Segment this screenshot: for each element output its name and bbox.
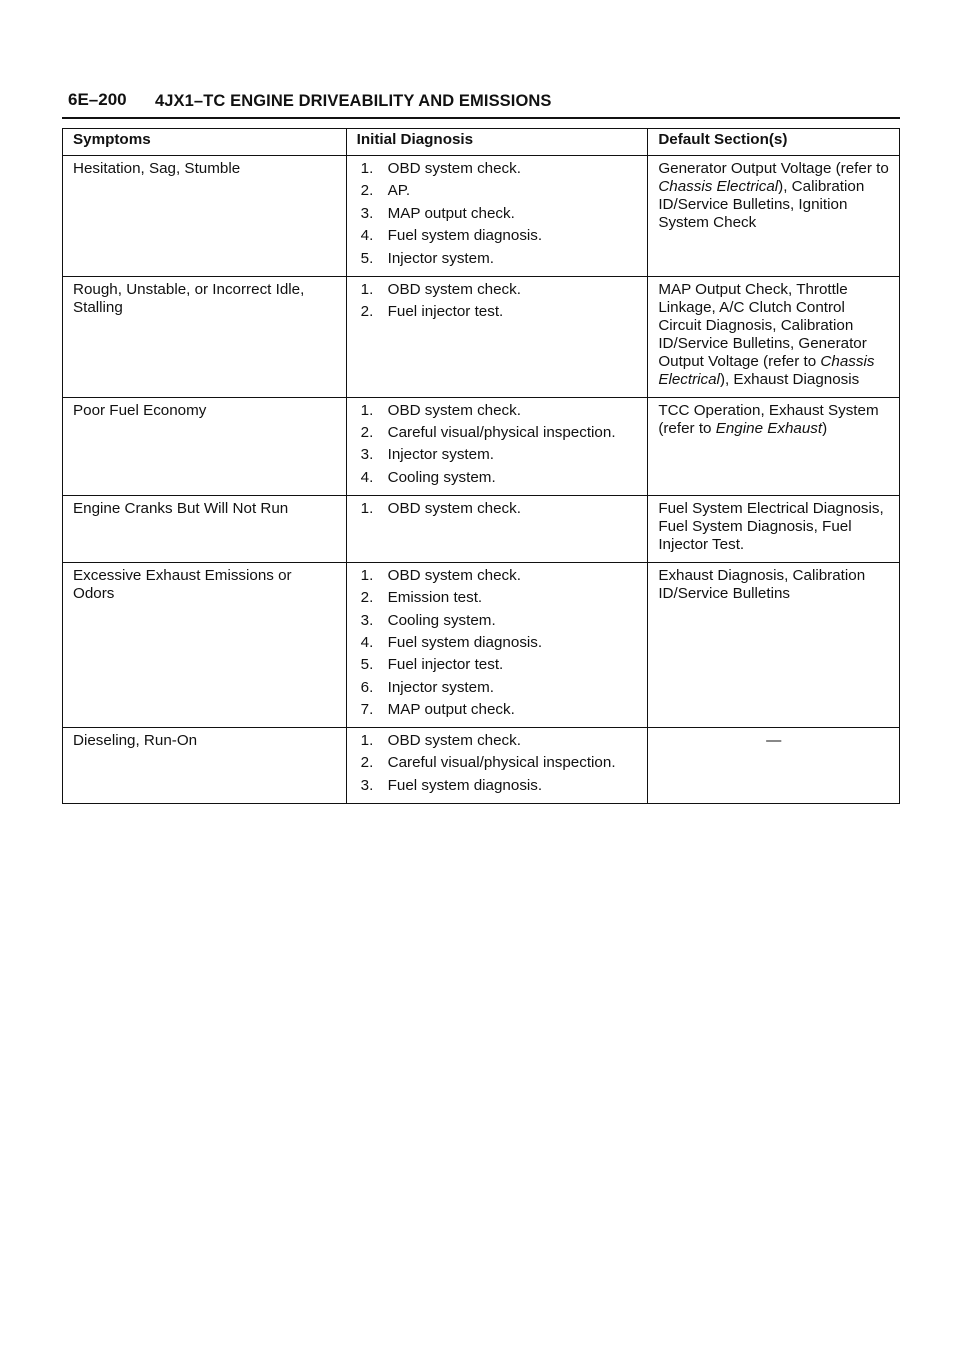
diagnosis-step: 7. MAP output check. — [360, 701, 515, 719]
page-number: 6E–200 — [68, 90, 127, 109]
symptom-cell: Engine Cranks But Will Not Run — [63, 495, 347, 562]
initial-diagnosis-cell — [346, 728, 648, 804]
diagnosis-step: 1. OBD system check. — [360, 732, 521, 750]
column-header-initial-diagnosis: Initial Diagnosis — [346, 129, 648, 156]
diagnosis-step: 6. Injector system. — [360, 678, 494, 696]
symptom-cell: Dieseling, Run-On — [63, 728, 347, 804]
table-header-row — [63, 129, 900, 156]
diagnosis-step: 5. Fuel injector test. — [360, 656, 504, 674]
default-section-cell: MAP Output Check, Throttle Linkage, A/C Clutch Control Circuit Diagnosis, Calibration ID/Service Bulletins, Generator Output Voltage (refer to Chassis Electrical), Exhaust Diagnosis — [648, 276, 900, 397]
diagnosis-step: 3. Cooling system. — [360, 611, 496, 629]
diagnosis-step: 4. Cooling system. — [360, 468, 496, 486]
table-row — [63, 156, 900, 277]
diagnosis-step: 1. OBD system check. — [360, 280, 521, 298]
diagnosis-step: 1. OBD system check. — [360, 499, 521, 517]
diagnosis-steps — [357, 567, 638, 719]
page-header — [68, 90, 900, 118]
symptom-cell: Rough, Unstable, or Incorrect Idle, Stalling — [63, 276, 347, 397]
default-section-cell: Generator Output Voltage (refer to Chassis Electrical), Calibration ID/Service Bulletins, Ignition System Check — [648, 156, 900, 277]
column-header-symptoms: Symptoms — [63, 129, 347, 156]
diagnosis-table — [62, 128, 900, 804]
initial-diagnosis-cell — [346, 562, 648, 727]
diagnosis-step: 1. OBD system check. — [360, 566, 521, 584]
header-rule — [62, 117, 900, 119]
default-section-cell: TCC Operation, Exhaust System (refer to Engine Exhaust) — [648, 397, 900, 495]
diagnosis-steps — [357, 402, 638, 487]
diagnosis-step: 4. Fuel system diagnosis. — [360, 227, 543, 245]
diagnosis-step: 3. Injector system. — [360, 446, 494, 464]
diagnosis-step: 1. OBD system check. — [360, 401, 521, 419]
diagnosis-step: 5. Injector system. — [360, 249, 494, 267]
diagnosis-step: 2. Careful visual/physical inspection. — [360, 423, 616, 441]
symptom-cell: Hesitation, Sag, Stumble — [63, 156, 347, 277]
table-row — [63, 397, 900, 495]
diagnosis-step: 2. Careful visual/physical inspection. — [360, 754, 616, 772]
default-section-cell: Exhaust Diagnosis, Calibration ID/Service Bulletins — [648, 562, 900, 727]
diagnosis-step: 3. Fuel system diagnosis. — [360, 776, 543, 794]
diagnosis-steps — [357, 281, 638, 321]
table-row — [63, 495, 900, 562]
default-section-cell: Fuel System Electrical Diagnosis, Fuel System Diagnosis, Fuel Injector Test. — [648, 495, 900, 562]
diagnosis-step: 1. OBD system check. — [360, 160, 521, 177]
table-row — [63, 276, 900, 397]
page-title: 4JX1–TC ENGINE DRIVEABILITY AND EMISSIONS — [155, 92, 552, 110]
diagnosis-step: 2. Emission test. — [360, 589, 483, 607]
diagnosis-steps — [357, 500, 638, 518]
diagnosis-steps — [357, 732, 638, 795]
default-section-cell: — — [648, 728, 900, 804]
table-row — [63, 728, 900, 804]
initial-diagnosis-cell — [346, 495, 648, 562]
initial-diagnosis-cell — [346, 397, 648, 495]
diagnosis-step: 4. Fuel system diagnosis. — [360, 633, 543, 651]
symptom-cell: Poor Fuel Economy — [63, 397, 347, 495]
diagnosis-step: 2. AP. — [360, 182, 411, 200]
diagnosis-step: 2. Fuel injector test. — [360, 302, 504, 320]
symptom-cell: Excessive Exhaust Emissions or Odors — [63, 562, 347, 727]
initial-diagnosis-cell — [346, 156, 648, 277]
diagnosis-steps — [357, 160, 638, 268]
initial-diagnosis-cell — [346, 276, 648, 397]
column-header-default-sections: Default Section(s) — [648, 129, 900, 156]
diagnosis-step: 3. MAP output check. — [360, 204, 515, 222]
table-row — [63, 562, 900, 727]
